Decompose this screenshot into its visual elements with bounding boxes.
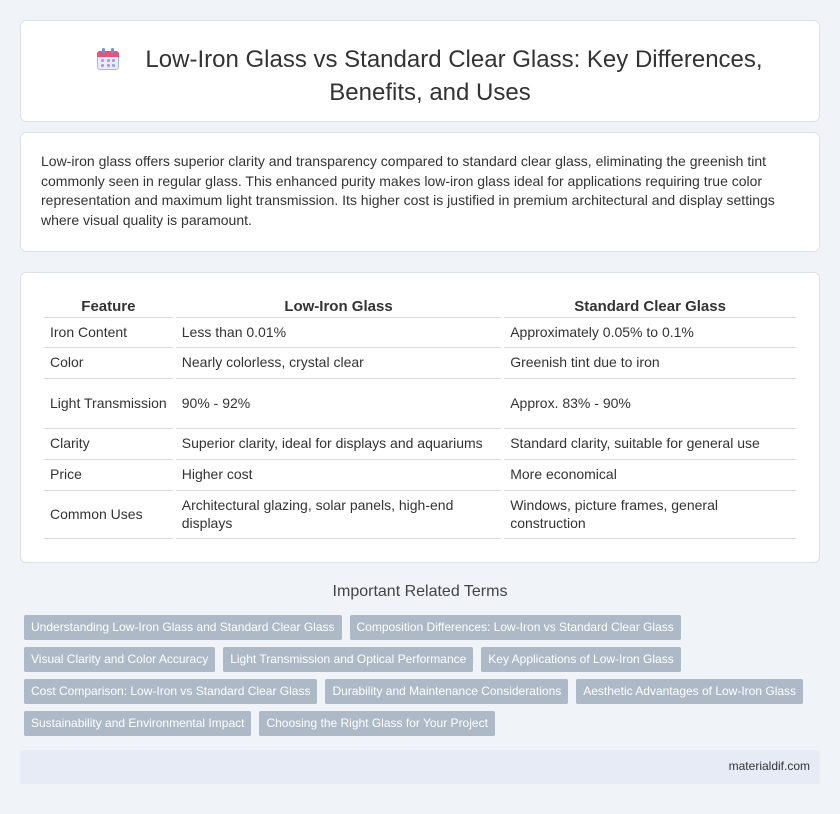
footer <box>20 750 820 784</box>
page-title-wrap <box>61 43 799 109</box>
related-term-tag[interactable]: Cost Comparison: Low-Iron vs Standard Clear Glass <box>24 679 317 704</box>
table-row <box>44 491 796 539</box>
calendar-icon <box>97 48 119 70</box>
related-term-tag[interactable]: Visual Clarity and Color Accuracy <box>24 647 215 672</box>
footer-site-link[interactable]: materialdif.com <box>728 759 810 773</box>
table-cell: Approx. 83% - 90% <box>504 379 796 429</box>
table-row <box>44 348 796 379</box>
comparison-table-card <box>20 272 820 563</box>
related-term-tag[interactable]: Key Applications of Low-Iron Glass <box>481 647 680 672</box>
table-row <box>44 429 796 460</box>
related-term-tag[interactable]: Light Transmission and Optical Performance <box>223 647 473 672</box>
comparison-table <box>41 296 799 539</box>
table-cell: Greenish tint due to iron <box>504 348 796 379</box>
header-feature: Feature <box>44 296 173 318</box>
intro-card <box>20 132 820 252</box>
table-cell: 90% - 92% <box>176 379 501 429</box>
table-cell: Windows, picture frames, general construction <box>504 491 796 539</box>
table-cell: Superior clarity, ideal for displays and aquariums <box>176 429 501 460</box>
related-term-tag[interactable]: Understanding Low-Iron Glass and Standard Clear Glass <box>24 615 342 640</box>
related-term-tag[interactable]: Sustainability and Environmental Impact <box>24 711 251 736</box>
related-term-tag[interactable]: Aesthetic Advantages of Low-Iron Glass <box>576 679 803 704</box>
table-cell: Iron Content <box>44 318 173 348</box>
page-title: Low-Iron Glass vs Standard Clear Glass: Key Differences, Benefits, and Uses <box>145 46 763 106</box>
header-standard: Standard Clear Glass <box>504 296 796 318</box>
table-row <box>44 318 796 348</box>
table-cell: Price <box>44 460 173 491</box>
table-cell: More economical <box>504 460 796 491</box>
table-cell: Approximately 0.05% to 0.1% <box>504 318 796 348</box>
table-cell: Nearly colorless, crystal clear <box>176 348 501 379</box>
table-cell: Light Transmission <box>44 379 173 429</box>
intro-paragraph: Low-iron glass offers superior clarity and transparency compared to standard clear glass, eliminating the greenish tint commonly seen in regular glass. This enhanced purity makes low-iron glass ideal for applications requiring true color representation and maximum light transmission. Its higher cost is justified in premium architectural and display settings where visual quality is paramount. <box>41 153 775 228</box>
table-row <box>44 379 796 429</box>
table-cell: Clarity <box>44 429 173 460</box>
table-header-row <box>44 296 796 318</box>
table-cell: Architectural glazing, solar panels, high-end displays <box>176 491 501 539</box>
related-terms-title: Important Related Terms <box>332 583 508 600</box>
table-cell: Higher cost <box>176 460 501 491</box>
header-low-iron: Low-Iron Glass <box>176 296 501 318</box>
table-cell: Common Uses <box>44 491 173 539</box>
related-term-tag[interactable]: Durability and Maintenance Considerations <box>325 679 568 704</box>
related-term-tag[interactable]: Choosing the Right Glass for Your Project <box>259 711 494 736</box>
header-card <box>20 20 820 122</box>
related-terms-list <box>24 615 814 743</box>
table-row <box>44 460 796 491</box>
table-cell: Less than 0.01% <box>176 318 501 348</box>
related-term-tag[interactable]: Composition Differences: Low-Iron vs Standard Clear Glass <box>350 615 681 640</box>
table-cell: Standard clarity, suitable for general use <box>504 429 796 460</box>
table-cell: Color <box>44 348 173 379</box>
